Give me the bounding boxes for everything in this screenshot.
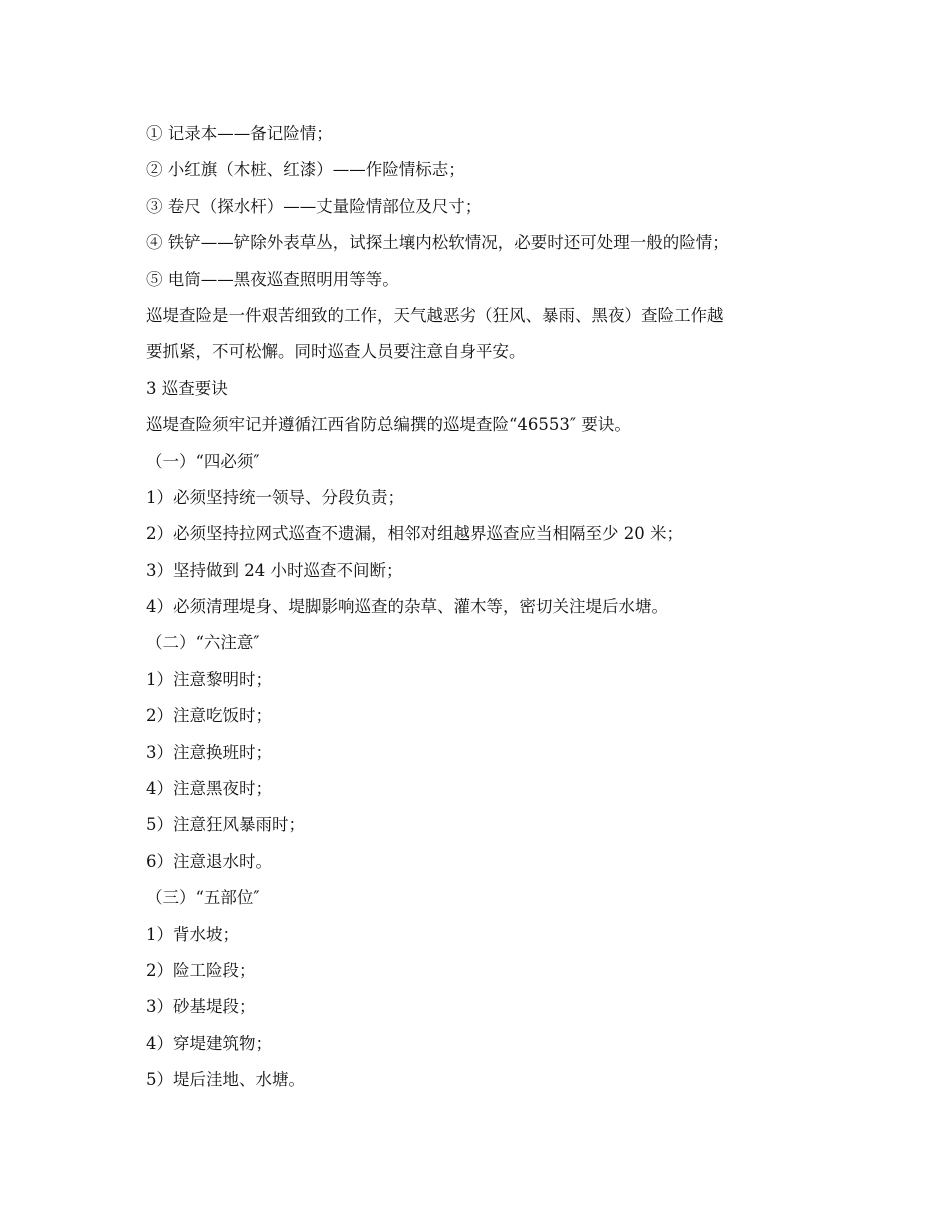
- list-item: 2）注意吃饭时；: [146, 706, 272, 726]
- list-item: 4）穿堤建筑物；: [146, 1033, 272, 1053]
- paragraph-line-2: 要抓紧，不可松懈。同时巡查人员要注意自身平安。: [146, 342, 526, 362]
- section-heading: 3 巡查要诀: [146, 378, 228, 398]
- list-item: 2）必须坚持拉网式巡查不遗漏，相邻对组越界巡查应当相隔至少 20 米；: [146, 524, 683, 544]
- list-item: 2）险工险段；: [146, 960, 256, 980]
- list-item: 1）注意黎明时；: [146, 669, 272, 689]
- subsection-title-four-musts: （一）“四必须″: [146, 451, 260, 471]
- tool-item-tape-measure: ③ 卷尺（探水杆）——丈量险情部位及尺寸；: [146, 196, 482, 216]
- tool-item-shovel: ④ 铁铲——铲除外表草丛，试探土壤内松软情况，必要时还可处理一般的险情；: [146, 233, 729, 253]
- list-item: 4）必须清理堤身、堤脚影响巡查的杂草、灌木等，密切关注堤后水塘。: [146, 597, 668, 617]
- list-item: 5）注意狂风暴雨时；: [146, 815, 305, 835]
- subsection-title-six-cautions: （二）“六注意″: [146, 633, 260, 653]
- document-body: [146, 116, 806, 1099]
- list-item: 1）背水坡；: [146, 924, 239, 944]
- list-item: 4）注意黑夜时；: [146, 779, 272, 799]
- list-item: 3）坚持做到 24 小时巡查不间断；: [146, 560, 403, 580]
- subsection-title-five-locations: （三）“五部位″: [146, 888, 260, 908]
- list-item: 6）注意退水时。: [146, 851, 272, 871]
- tool-item-notebook: ① 记录本——备记险情；: [146, 124, 333, 143]
- tool-item-flashlight: ⑤ 电筒——黑夜巡查照明用等等。: [146, 269, 399, 289]
- list-item: 3）砂基堤段；: [146, 997, 256, 1017]
- list-item: 3）注意换班时；: [146, 742, 272, 762]
- list-item: 5）堤后洼地、水塘。: [146, 1070, 305, 1090]
- intro-text: 巡堤查险须牢记并遵循江西省防总编撰的巡堤查险“46553″ 要诀。: [146, 415, 631, 435]
- list-item: 1）必须坚持统一领导、分段负责；: [146, 487, 404, 507]
- paragraph-line-1: 巡堤查险是一件艰苦细致的工作，天气越恶劣（狂风、暴雨、黑夜）查险工作越: [146, 305, 724, 325]
- tool-item-red-flag: ② 小红旗（木桩、红漆）——作险情标志；: [146, 160, 465, 180]
